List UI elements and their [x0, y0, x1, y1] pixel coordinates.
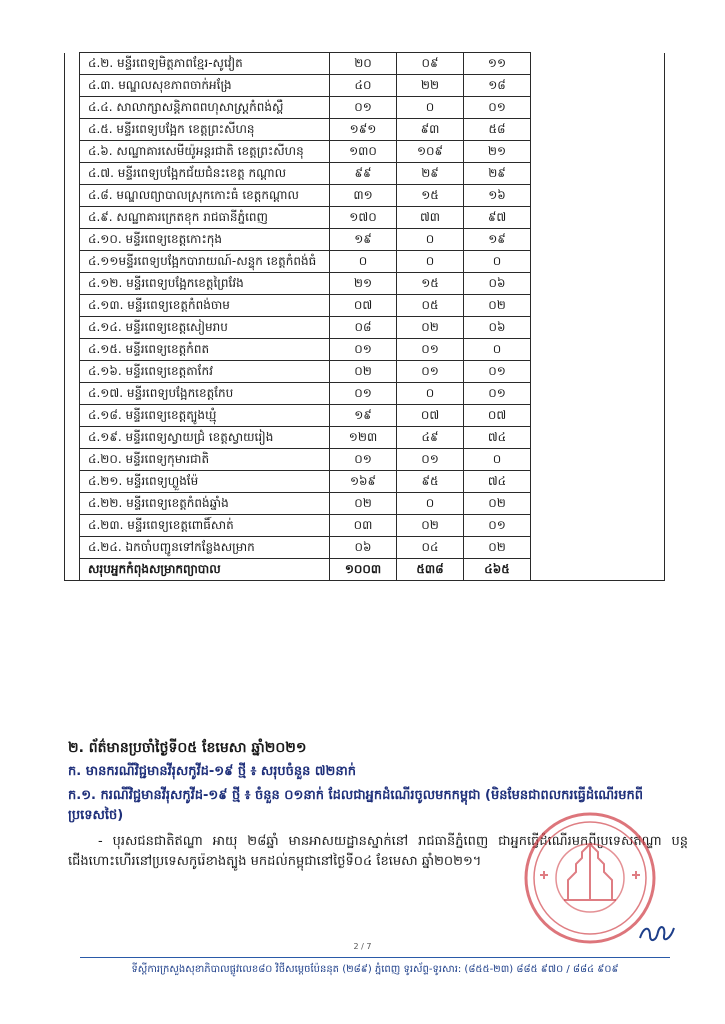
total-count-cell: ១០០៣	[330, 559, 397, 581]
total-count-cell: ៤០	[330, 75, 397, 97]
margin-cell	[65, 515, 80, 537]
count-cell-3: ០២	[464, 493, 531, 515]
facility-name-cell: សរុបអ្នកកំពុងសម្រាកព្យាបាល	[80, 559, 330, 581]
notes-cell	[531, 427, 665, 449]
facility-name-cell: ៤.៣. មណ្ឌលសុខភាពចាក់អង្រែ	[80, 75, 330, 97]
table-row	[65, 119, 665, 141]
notes-cell	[531, 119, 665, 141]
table-row	[65, 141, 665, 163]
case-description: - បុរសជនជាតិឥណ្ឌា អាយុ ២៨ឆ្នាំ មានអាសយដ្ឋានស្នាក់នៅ រាជធានីភ្នំពេញ ជាអ្នកធ្វើដំណើរមកពីប្រទេសឥណ្ឌា បន្តជើងហោះហើរនៅប្រទេសកូរ៉េខាងត្បូង មកដល់កម្ពុជានៅថ្ងៃទី០៤ ខែមេសា ឆ្នាំ២០២១។	[68, 834, 688, 869]
total-count-cell: ០៧	[330, 295, 397, 317]
facility-name-cell: ៤.១៧. មន្ទីរពេទ្យបង្អែកខេត្តកែប	[80, 383, 330, 405]
footer-divider	[80, 957, 670, 958]
margin-cell	[65, 471, 80, 493]
notes-cell	[531, 471, 665, 493]
notes-cell	[531, 295, 665, 317]
count-cell-2: ០១	[397, 361, 464, 383]
margin-cell	[65, 295, 80, 317]
page-number: 2 / 7	[353, 942, 372, 951]
facility-name-cell: ៤.៥. មន្ទីរពេទ្យបង្អែក ខេត្តព្រះសីហនុ	[80, 119, 330, 141]
facility-name-cell: ៤.១៤. មន្ទីរពេទ្យខេត្តសៀមរាប	[80, 317, 330, 339]
count-cell-3: ២៩	[464, 163, 531, 185]
margin-cell	[65, 97, 80, 119]
facility-name-cell: ៤.២. មន្ទីរពេទ្យមិត្តភាពខ្មែរ-សូវៀត	[80, 53, 330, 75]
facility-name-cell: ៤.៧. មន្ទីរពេទ្យបង្អែកជ័យជំនះខេត្ត កណ្តាល	[80, 163, 330, 185]
table-row	[65, 339, 665, 361]
count-cell-2: ០	[397, 97, 464, 119]
total-count-cell: ០៣	[330, 515, 397, 537]
count-cell-3: ០	[464, 449, 531, 471]
table-row	[65, 515, 665, 537]
margin-cell	[65, 207, 80, 229]
total-count-cell: ១៩	[330, 405, 397, 427]
margin-cell	[65, 493, 80, 515]
notes-cell	[531, 339, 665, 361]
notes-cell	[531, 141, 665, 163]
table-row	[65, 427, 665, 449]
total-count-cell: ០២	[330, 493, 397, 515]
count-cell-2: ៧៣	[397, 207, 464, 229]
table-row	[65, 163, 665, 185]
table-row	[65, 317, 665, 339]
total-count-cell: ១២៣	[330, 427, 397, 449]
count-cell-3: ៧៤	[464, 427, 531, 449]
facility-name-cell: ៤.១៥. មន្ទីរពេទ្យខេត្តកំពត	[80, 339, 330, 361]
count-cell-2: ៥៣៨	[397, 559, 464, 581]
facility-name-cell: ៤.២៣. មន្ទីរពេទ្យខេត្តពោធិ៍សាត់	[80, 515, 330, 537]
count-cell-3: ១៨	[464, 75, 531, 97]
notes-cell	[531, 273, 665, 295]
notes-cell	[531, 251, 665, 273]
table-row	[65, 537, 665, 559]
count-cell-3: ០១	[464, 383, 531, 405]
count-cell-3: ០៦	[464, 273, 531, 295]
total-count-cell: ១៦៩	[330, 471, 397, 493]
count-cell-2: ១០៩	[397, 141, 464, 163]
notes-cell	[531, 515, 665, 537]
total-count-cell: ០៨	[330, 317, 397, 339]
table-row	[65, 185, 665, 207]
total-count-cell: ០១	[330, 339, 397, 361]
count-cell-2: ៩៣	[397, 119, 464, 141]
count-cell-3: ០២	[464, 295, 531, 317]
facility-name-cell: ៤.៩. សណ្ឋាគារក្រេតខុក រាជធានីភ្នំពេញ	[80, 207, 330, 229]
count-cell-2: ០	[397, 229, 464, 251]
count-cell-3: ០១	[464, 515, 531, 537]
margin-cell	[65, 383, 80, 405]
count-cell-2: ០៩	[397, 53, 464, 75]
facility-name-cell: ៤.១២. មន្ទីរពេទ្យបង្អែកខេត្តព្រៃវែង	[80, 273, 330, 295]
total-count-cell: ០៦	[330, 537, 397, 559]
count-cell-3: ១៦	[464, 185, 531, 207]
total-count-cell: ០២	[330, 361, 397, 383]
table-row	[65, 383, 665, 405]
margin-cell	[65, 559, 80, 581]
facility-name-cell: ៤.៤. សាលាក្សាសន្តិភាពពហុសាស្ត្រកំពង់ស្ពឺ	[80, 97, 330, 119]
margin-cell	[65, 361, 80, 383]
count-cell-2: ០២	[397, 515, 464, 537]
count-cell-2: ០១	[397, 449, 464, 471]
notes-cell	[531, 163, 665, 185]
total-count-cell: ១៩១	[330, 119, 397, 141]
count-cell-2: ៩៥	[397, 471, 464, 493]
notes-cell	[531, 53, 665, 75]
count-cell-3: ២១	[464, 141, 531, 163]
count-cell-2: ១៥	[397, 185, 464, 207]
count-cell-3: ០២	[464, 537, 531, 559]
count-cell-2: ២២	[397, 75, 464, 97]
margin-cell	[65, 339, 80, 361]
section-heading: ២. ព័ត៌មានប្រចាំថ្ងៃទី០៥ ខែមេសា ឆ្នាំ២០២១	[68, 740, 307, 756]
margin-cell	[65, 185, 80, 207]
table-row	[65, 405, 665, 427]
count-cell-3: ៤៦៥	[464, 559, 531, 581]
count-cell-3: ៧៤	[464, 471, 531, 493]
margin-cell	[65, 229, 80, 251]
cases-summary-line: ក. មានករណីវិជ្ជមានវីរុសកូវីដ-១៩ ថ្មី ៖ សរុបចំនួន ៧២នាក់	[68, 764, 357, 779]
notes-cell	[531, 449, 665, 471]
total-count-cell: ៩៩	[330, 163, 397, 185]
notes-cell	[531, 383, 665, 405]
facility-name-cell: ៤.២០. មន្ទីរពេទ្យកុមារជាតិ	[80, 449, 330, 471]
count-cell-3: ០១	[464, 361, 531, 383]
count-cell-2: ០៥	[397, 295, 464, 317]
count-cell-2: ០	[397, 493, 464, 515]
notes-cell	[531, 229, 665, 251]
total-count-cell: ១៣០	[330, 141, 397, 163]
patient-table	[64, 52, 665, 581]
table-row	[65, 449, 665, 471]
margin-cell	[65, 75, 80, 97]
count-cell-2: ១៥	[397, 273, 464, 295]
table-body	[65, 53, 665, 581]
count-cell-2: ០៤	[397, 537, 464, 559]
total-count-cell: ៣១	[330, 185, 397, 207]
facility-name-cell: ៤.១០. មន្ទីរពេទ្យខេត្តកោះកុង	[80, 229, 330, 251]
notes-cell	[531, 361, 665, 383]
count-cell-2: ២៩	[397, 163, 464, 185]
count-cell-3: ០៧	[464, 405, 531, 427]
margin-cell	[65, 537, 80, 559]
table-total-row	[65, 559, 665, 581]
table-row	[65, 251, 665, 273]
margin-cell	[65, 251, 80, 273]
margin-cell	[65, 163, 80, 185]
facility-name-cell: ៤.១៦. មន្ទីរពេទ្យខេត្តតាកែវ	[80, 361, 330, 383]
notes-cell	[531, 317, 665, 339]
count-cell-3: ៥៨	[464, 119, 531, 141]
facility-name-cell: ៤.២២. មន្ទីរពេទ្យខេត្តកំពង់ឆ្នាំង	[80, 493, 330, 515]
facility-name-cell: ៤.៦. សណ្ឋាគារសេមីយ៉ូអន្តរជាតិ ខេត្តព្រះសីហនុ	[80, 141, 330, 163]
count-cell-2: ០	[397, 251, 464, 273]
count-cell-3: ១១	[464, 53, 531, 75]
margin-cell	[65, 53, 80, 75]
total-count-cell: ០	[330, 251, 397, 273]
table-row	[65, 75, 665, 97]
count-cell-3: ០	[464, 251, 531, 273]
cases-detail-line: ក.១. ករណីវិជ្ជមានវីរុសកូវីដ-១៩ ថ្មី ៖ ចំនួន ០១នាក់ ដែលជាអ្នកដំណើរចូលមកកម្ពុជា (មិនមែនជាពលករធ្វើដំណើរមកពីប្រទេសថៃ)	[68, 788, 643, 823]
table-row	[65, 97, 665, 119]
total-count-cell: ១៩	[330, 229, 397, 251]
table-row	[65, 273, 665, 295]
facility-name-cell: ៤.៨. មណ្ឌលព្យាបាលស្រុកកោះធំ ខេត្តកណ្តាល	[80, 185, 330, 207]
notes-cell	[531, 493, 665, 515]
footer-address: ទីស្តីការក្រសួងសុខាភិបាលផ្លូវលេខ៨០ វិថីសម្តេចប៉ែននុត (២៨៩) ភ្នំពេញ ទូរស័ព្ទ-ទូរសារ: (៨៥៥-២៣) ៨៨៥ ៩៧០ / ៨៨៤ ៩០៩	[131, 964, 619, 975]
table-row	[65, 493, 665, 515]
count-cell-3: ០៦	[464, 317, 531, 339]
total-count-cell: ០១	[330, 449, 397, 471]
count-cell-3: ០១	[464, 97, 531, 119]
notes-cell	[531, 97, 665, 119]
facility-name-cell: ៤.១៣. មន្ទីរពេទ្យខេត្តកំពង់ចាម	[80, 295, 330, 317]
margin-cell	[65, 119, 80, 141]
margin-cell	[65, 427, 80, 449]
count-cell-3: ៩៧	[464, 207, 531, 229]
facility-name-cell: ៤.១៨. មន្ទីរពេទ្យខេត្តត្បូងឃ្មុំ	[80, 405, 330, 427]
total-count-cell: ២១	[330, 273, 397, 295]
facility-name-cell: ៤.២៤. ឯកចាំបញ្ជូនទៅកន្លែងសម្រាក	[80, 537, 330, 559]
table-row	[65, 229, 665, 251]
notes-cell	[531, 185, 665, 207]
facility-name-cell: ៤.២១. មន្ទីរពេទ្យហ្លួងម៉ែ	[80, 471, 330, 493]
notes-cell	[531, 75, 665, 97]
count-cell-2: ០២	[397, 317, 464, 339]
notes-cell	[531, 405, 665, 427]
count-cell-3: ០	[464, 339, 531, 361]
notes-cell	[531, 559, 665, 581]
facility-name-cell: ៤.១៩. មន្ទីរពេទ្យស្វាយជ្រំ ខេត្តស្វាយរៀង	[80, 427, 330, 449]
margin-cell	[65, 273, 80, 295]
count-cell-2: ០៧	[397, 405, 464, 427]
table-row	[65, 471, 665, 493]
total-count-cell: ០១	[330, 97, 397, 119]
facility-name-cell: ៤.១១មន្ទីរពេទ្យបង្អែកបារាយណ៍-សន្ទុក ខេត្តកំពង់ធំ	[80, 251, 330, 273]
margin-cell	[65, 141, 80, 163]
total-count-cell: ២០	[330, 53, 397, 75]
margin-cell	[65, 449, 80, 471]
total-count-cell: ០១	[330, 383, 397, 405]
table-row	[65, 53, 665, 75]
count-cell-2: ៤៩	[397, 427, 464, 449]
table-row	[65, 295, 665, 317]
count-cell-3: ១៩	[464, 229, 531, 251]
notes-cell	[531, 537, 665, 559]
total-count-cell: ១៧០	[330, 207, 397, 229]
margin-cell	[65, 317, 80, 339]
table-row	[65, 207, 665, 229]
count-cell-2: ០	[397, 383, 464, 405]
notes-cell	[531, 207, 665, 229]
count-cell-2: ០១	[397, 339, 464, 361]
margin-cell	[65, 405, 80, 427]
table-row	[65, 361, 665, 383]
